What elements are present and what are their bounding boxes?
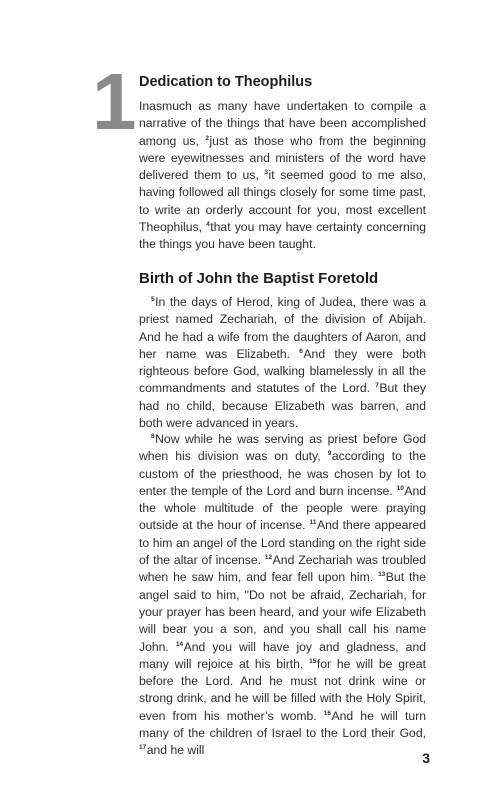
verse-text: And Zechariah was troubled when he saw him, and fear fell upon him. (139, 553, 426, 585)
verse-text: And the whole multitude of the people were praying outside at the hour of incense. (139, 483, 426, 533)
verse-number: 5 (151, 295, 155, 303)
verse-text: And there appeared to him an angel of the Lord standing on the right side of the altar of incense. (139, 518, 426, 568)
verse-text: But they had no child, because Elizabeth was barren, and both were advanced in years. (139, 381, 426, 431)
verse-number: 6 (299, 347, 303, 355)
verse-number: 16 (323, 709, 332, 717)
verse-number: 14 (175, 640, 184, 648)
verse-number: 7 (375, 382, 379, 390)
paragraph-birth-2 (139, 431, 426, 760)
page-number: 3 (422, 750, 430, 766)
verse-text: according to the custom of the priesthood, he was chosen by lot to enter the temple of the Lord and burn incense. (139, 449, 426, 498)
verse-text: And you will have joy and gladness, and many will rejoice at his birth, (139, 639, 426, 671)
verse-number: 9 (327, 450, 332, 458)
verse-text: that you may have certainty concerning the things you have been taught. (139, 220, 426, 252)
verse-number: 4 (206, 221, 210, 229)
verse-text: just as those who from the beginning were eyewitnesses and ministers of the word have delivered them to us, (139, 133, 426, 183)
verse-number: 17 (139, 744, 147, 752)
verse-text: And they were both righteous before God, walking blamelessly in all the commandments and statutes of the Lord. (139, 346, 426, 396)
verse-number: 2 (205, 134, 209, 142)
verse-text: In the days of Herod, king of Judea, there was a priest named Zechariah, of the division of Abijah. And he had a wife from the daughters of Aaron, and her name was Elizabeth. (139, 295, 426, 361)
section-heading-dedication: Dedication to Theophilus (139, 74, 313, 90)
verse-number: 11 (309, 519, 317, 527)
verse-number: 10 (396, 484, 404, 492)
verse-number: 13 (378, 571, 386, 579)
verse-number: 12 (264, 554, 273, 562)
verse-text: But the angel said to him, "Do not be afraid, Zechariah, for your prayer has been heard, and your wife Elizabeth will bear you a son, and you shall call his name John. (139, 570, 426, 654)
paragraph-birth-1 (139, 294, 426, 432)
verse-number: 8 (151, 432, 155, 440)
verse-text: And he will turn many of the children of Israel to the Lord their God, (139, 708, 426, 741)
paragraph-dedication (139, 98, 426, 254)
section-heading-birth-of-john: Birth of John the Baptist Foretold (139, 270, 379, 287)
verse-text: Inasmuch as many have undertaken to compile a narrative of the things that have been accomplished among us, (139, 99, 426, 148)
verse-number: 15 (309, 657, 317, 665)
verse-text: it seemed good to me also, having followed all things closely for some time past, to write an orderly account for you, most excellent Theophilus, (139, 168, 426, 235)
verse-number: 3 (264, 169, 269, 177)
verse-text: for he will be great before the Lord. And he must not drink wine or strong drink, and he will be filled with the Holy Spirit, even from his mother’s womb. (139, 656, 426, 723)
chapter-number: 1 (92, 57, 137, 146)
verse-text: and he will (146, 743, 205, 758)
verse-text: Now while he was serving as priest before God when his division was on duty, (139, 432, 426, 464)
